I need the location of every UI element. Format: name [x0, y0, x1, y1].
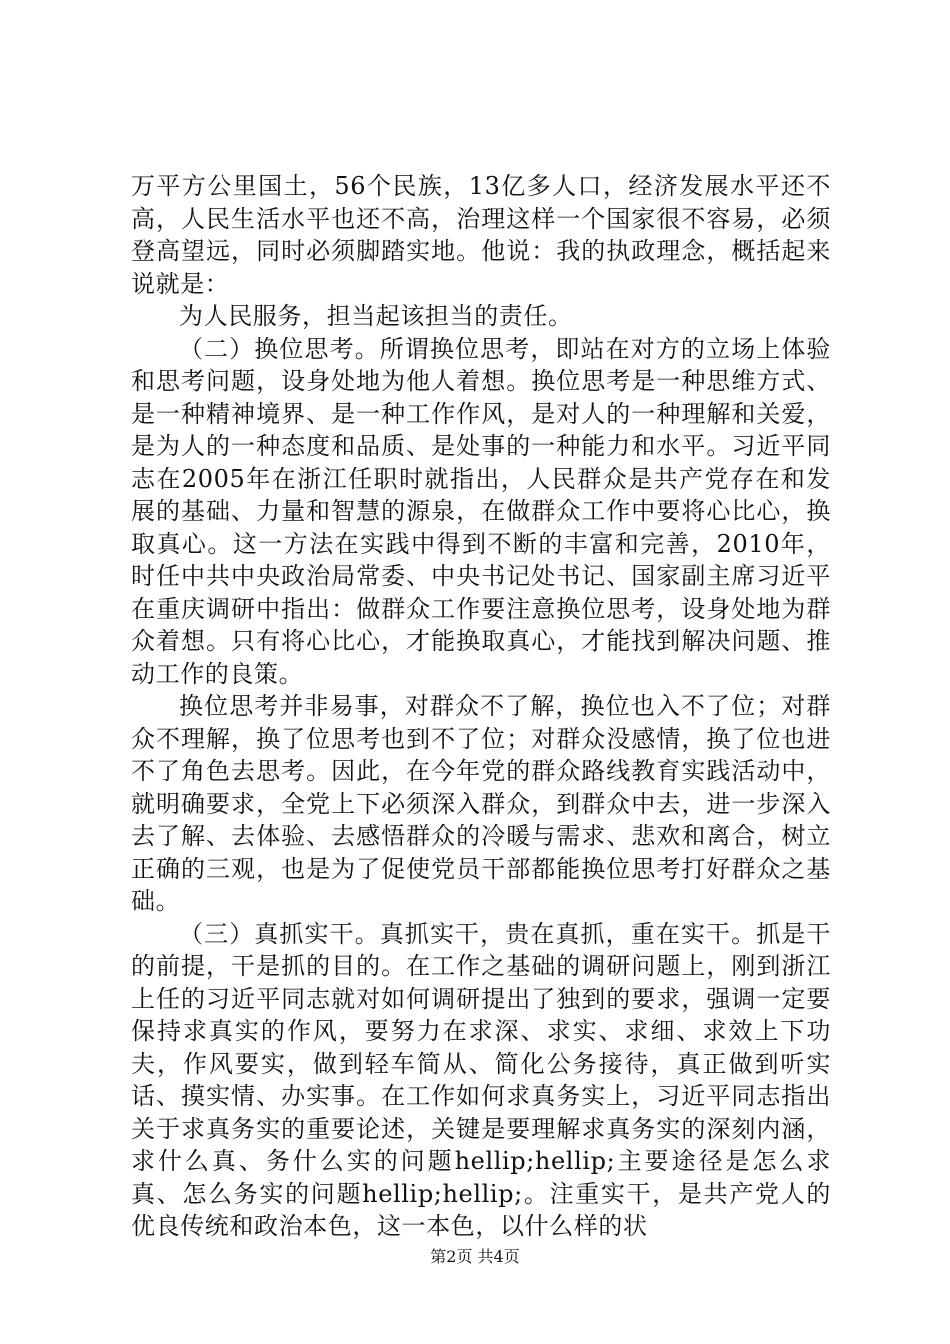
- paragraph-1: 万平方公里国土，56个民族，13亿多人口，经济发展水平还不高，人民生活水平也还不高，治理这样一个国家很不容易，必须登高望远，同时必须脚踏实地。他说：我的执政理念，概括起来说就是：: [131, 172, 831, 298]
- paragraph-2: 为人民服务，担当起该担当的责任。: [179, 302, 573, 330]
- paragraph-5: （三）真抓实干。真抓实干，贵在真抓，重在实干。抓是干的前提，干是抓的目的。在工作之基础的调研问题上，刚到浙江上任的习近平同志就对如何调研提出了独到的要求，强调一定要保持求真实的作风，要努力在求深、求实、求细、求效上下功夫，作风要实，做到轻车简从、简化公务接待，真正做到听实话、摸实情、办实事。在工作如何求真务实上，习近平同志指出关于求真务实的重要论述，关键是要理解求真务实的深刻内涵，求什么真、务什么实的问题hellip;hellip;主要途径是怎么求真、怎么务实的问题hellip;hellip;。注重实干，是共产党人的优良传统和政治本色，这一本色，以什么样的状: [131, 919, 831, 1240]
- paragraph-4: 换位思考并非易事，对群众不了解，换位也入不了位；对群众不理解，换了位思考也到不了位；对群众没感情，换了位也进不了角色去思考。因此，在今年党的群众路线教育实践活动中，就明确要求，全党上下必须深入群众，到群众中去，进一步深入去了解、去体验、去感悟群众的冷暖与需求、悲欢和离合，树立正确的三观，也是为了促使党员干部都能换位思考打好群众之基础。: [131, 692, 831, 915]
- page-footer: 第2页 共4页: [430, 1247, 520, 1266]
- paragraph-3: （二）换位思考。所谓换位思考，即站在对方的立场上体验和思考问题，设身处地为他人着想。换位思考是一种思维方式、是一种精神境界、是一种工作作风，是对人的一种理解和关爱，是为人的一种态度和品质、是处事的一种能力和水平。习近平同志在2005年在浙江任职时就指出，人民群众是共产党存在和发展的基础、力量和智慧的源泉，在做群众工作中要将心比心，换取真心。这一方法在实践中得到不断的丰富和完善，2010年，时任中共中央政治局常委、中央书记处书记、国家副主席习近平在重庆调研中指出：做群众工作要注意换位思考，设身处地为群众着想。只有将心比心，才能换取真心，才能找到解决问题、推动工作的良策。: [131, 334, 831, 688]
- document-body: [131, 170, 831, 1243]
